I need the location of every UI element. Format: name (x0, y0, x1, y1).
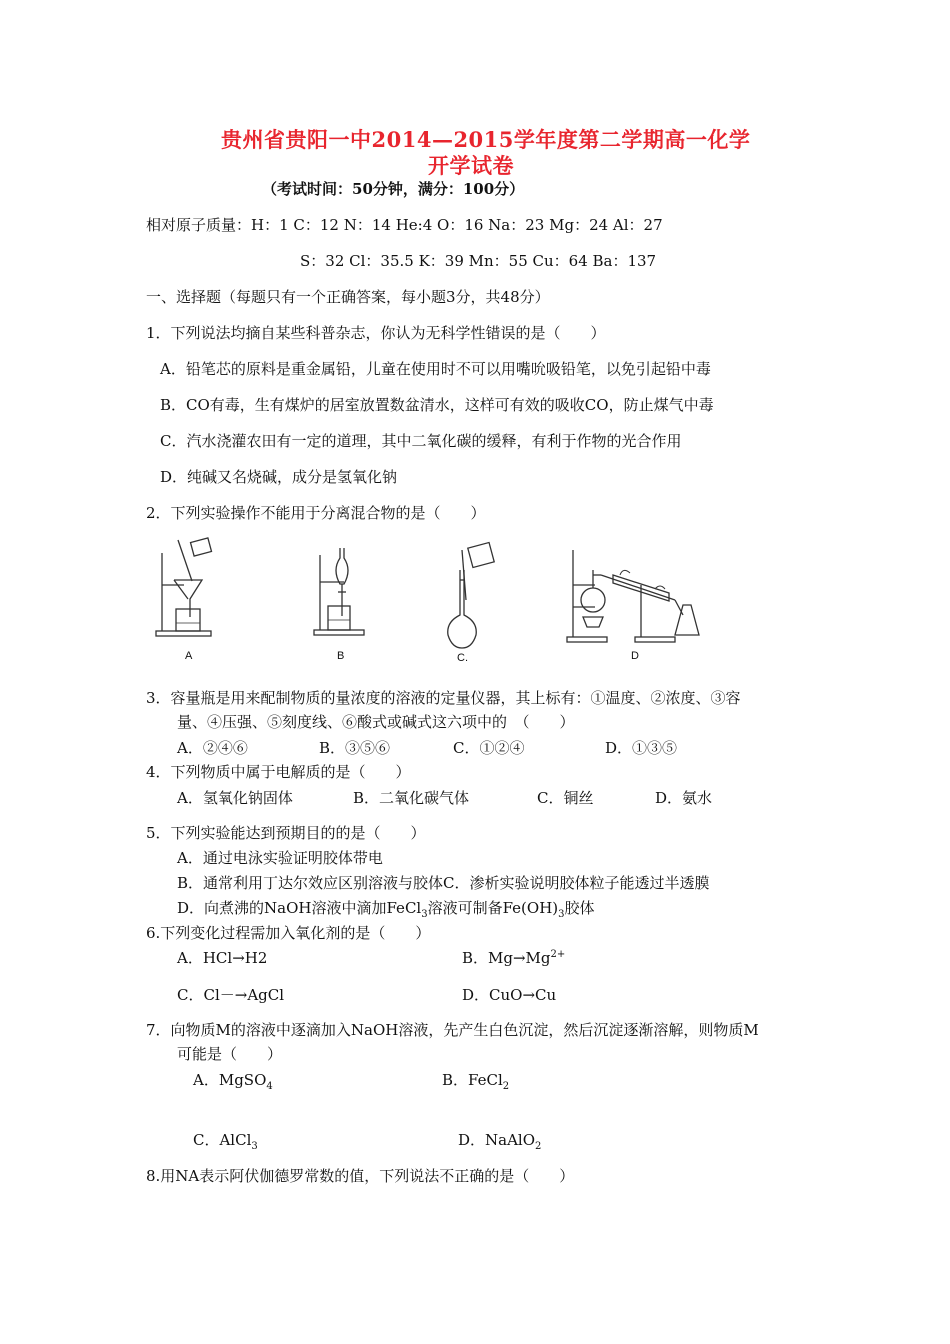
q5-option-bc: B．通常利用丁达尔效应区别溶液与胶体C．渗析实验说明胶体粒子能透过半透膜 (177, 874, 710, 892)
q4-option-a: A．氢氧化钠固体 (177, 789, 293, 807)
atomic-masses-line1: 相对原子质量：H：1 C：12 N：14 He:4 O：16 Na：23 Mg：24 Al：27 (146, 216, 663, 234)
q5-option-d: D．向煮沸的NaOH溶液中滴加FeCl$_3$溶液可制备$Fe(OH)_3$胶体 (177, 899, 595, 920)
page-title-line1: 贵州省贵阳一中2014—2015学年度第二学期高一化学 (221, 127, 751, 152)
q1-stem: 1．下列说法均摘自某些科普杂志，你认为无科学性错误的是（ ） (146, 324, 606, 342)
q1-option-c: C．汽水浇灌农田有一定的道理，其中二氧化碳的缓释，有利于作物的光合作用 (160, 432, 682, 450)
q7-option-b: B．FeCl$_2$ (442, 1071, 510, 1092)
q3-option-c: C．①②④ (453, 739, 525, 757)
q3-option-a: A．②④⑥ (177, 739, 248, 757)
exam-info: （考试时间：50分钟，满分：100分） (262, 180, 525, 198)
q1-option-a: A．铅笔芯的原料是重金属铅，儿童在使用时不可以用嘴吮吸铅笔，以免引起铅中毒 (160, 360, 711, 378)
apparatus-volumetric-flask (440, 540, 500, 650)
page-title-line2: 开学试卷 (428, 153, 514, 178)
figure-label-b: B (337, 650, 345, 662)
atomic-masses-line2: S：32 Cl：35.5 K：39 Mn：55 Cu：64 Ba：137 (300, 252, 657, 270)
q6-option-d: D．CuO→Cu (462, 986, 557, 1004)
figure-label-d: D (631, 650, 639, 662)
q4-stem: 4．下列物质中属于电解质的是（ ） (146, 763, 411, 781)
q3-option-d: D．①③⑤ (605, 739, 678, 757)
apparatus-filtration (150, 535, 225, 645)
q3-stem-line1: 3．容量瓶是用来配制物质的量浓度的溶液的定量仪器，其上标有：①温度、②浓度、③容 (146, 689, 741, 707)
q4-option-b: B．二氧化碳气体 (353, 789, 470, 807)
apparatus-distillation (565, 545, 715, 645)
q6-stem: 6.下列变化过程需加入氧化剂的是（ ） (146, 924, 431, 942)
q3-option-b: B．③⑤⑥ (319, 739, 391, 757)
q7-option-c: C．AlCl$_3$ (193, 1131, 258, 1152)
q6-option-a: A．HCl→H2 (177, 949, 268, 967)
q2-stem: 2．下列实验操作不能用于分离混合物的是（ ） (146, 504, 486, 522)
q1-option-d: D．纯碱又名烧碱，成分是氢氧化钠 (160, 468, 398, 486)
q7-option-a: A．MgSO$_4$ (193, 1071, 273, 1092)
section-heading: 一、选择题（每题只有一个正确答案，每小题3分，共48分） (146, 288, 550, 306)
q7-option-d: D．NaAlO$_2$ (458, 1131, 542, 1152)
q6-option-c: C．Cl－→AgCl (177, 986, 285, 1004)
q4-option-d: D．氨水 (655, 789, 713, 807)
q5-stem: 5．下列实验能达到预期目的的是（ ） (146, 824, 426, 842)
q6-option-b: B．$Mg\to Mg^{2+}$ (462, 949, 566, 967)
q1-option-b: B．CO有毒，生有煤炉的居室放置数盆清水，这样可有效的吸收CO，防止煤气中毒 (160, 396, 714, 414)
q7-stem-line2: 可能是（ ） (177, 1045, 283, 1063)
figure-label-a: A (185, 650, 193, 662)
q7-stem-line1: 7．向物质M的溶液中逐滴加入NaOH溶液，先产生白色沉淀，然后沉淀逐渐溶解，则物质M (146, 1021, 759, 1039)
q8-stem: 8.用NA表示阿伏伽德罗常数的值，下列说法不正确的是（ ） (146, 1167, 575, 1185)
q3-stem-line2: 量、④压强、⑤刻度线、⑥酸式或碱式这六项中的 （ ） (177, 713, 575, 731)
q5-option-a: A．通过电泳实验证明胶体带电 (177, 849, 383, 867)
figure-label-c: C. (457, 652, 468, 664)
q4-option-c: C．铜丝 (537, 789, 594, 807)
apparatus-separatory-funnel (310, 540, 370, 645)
